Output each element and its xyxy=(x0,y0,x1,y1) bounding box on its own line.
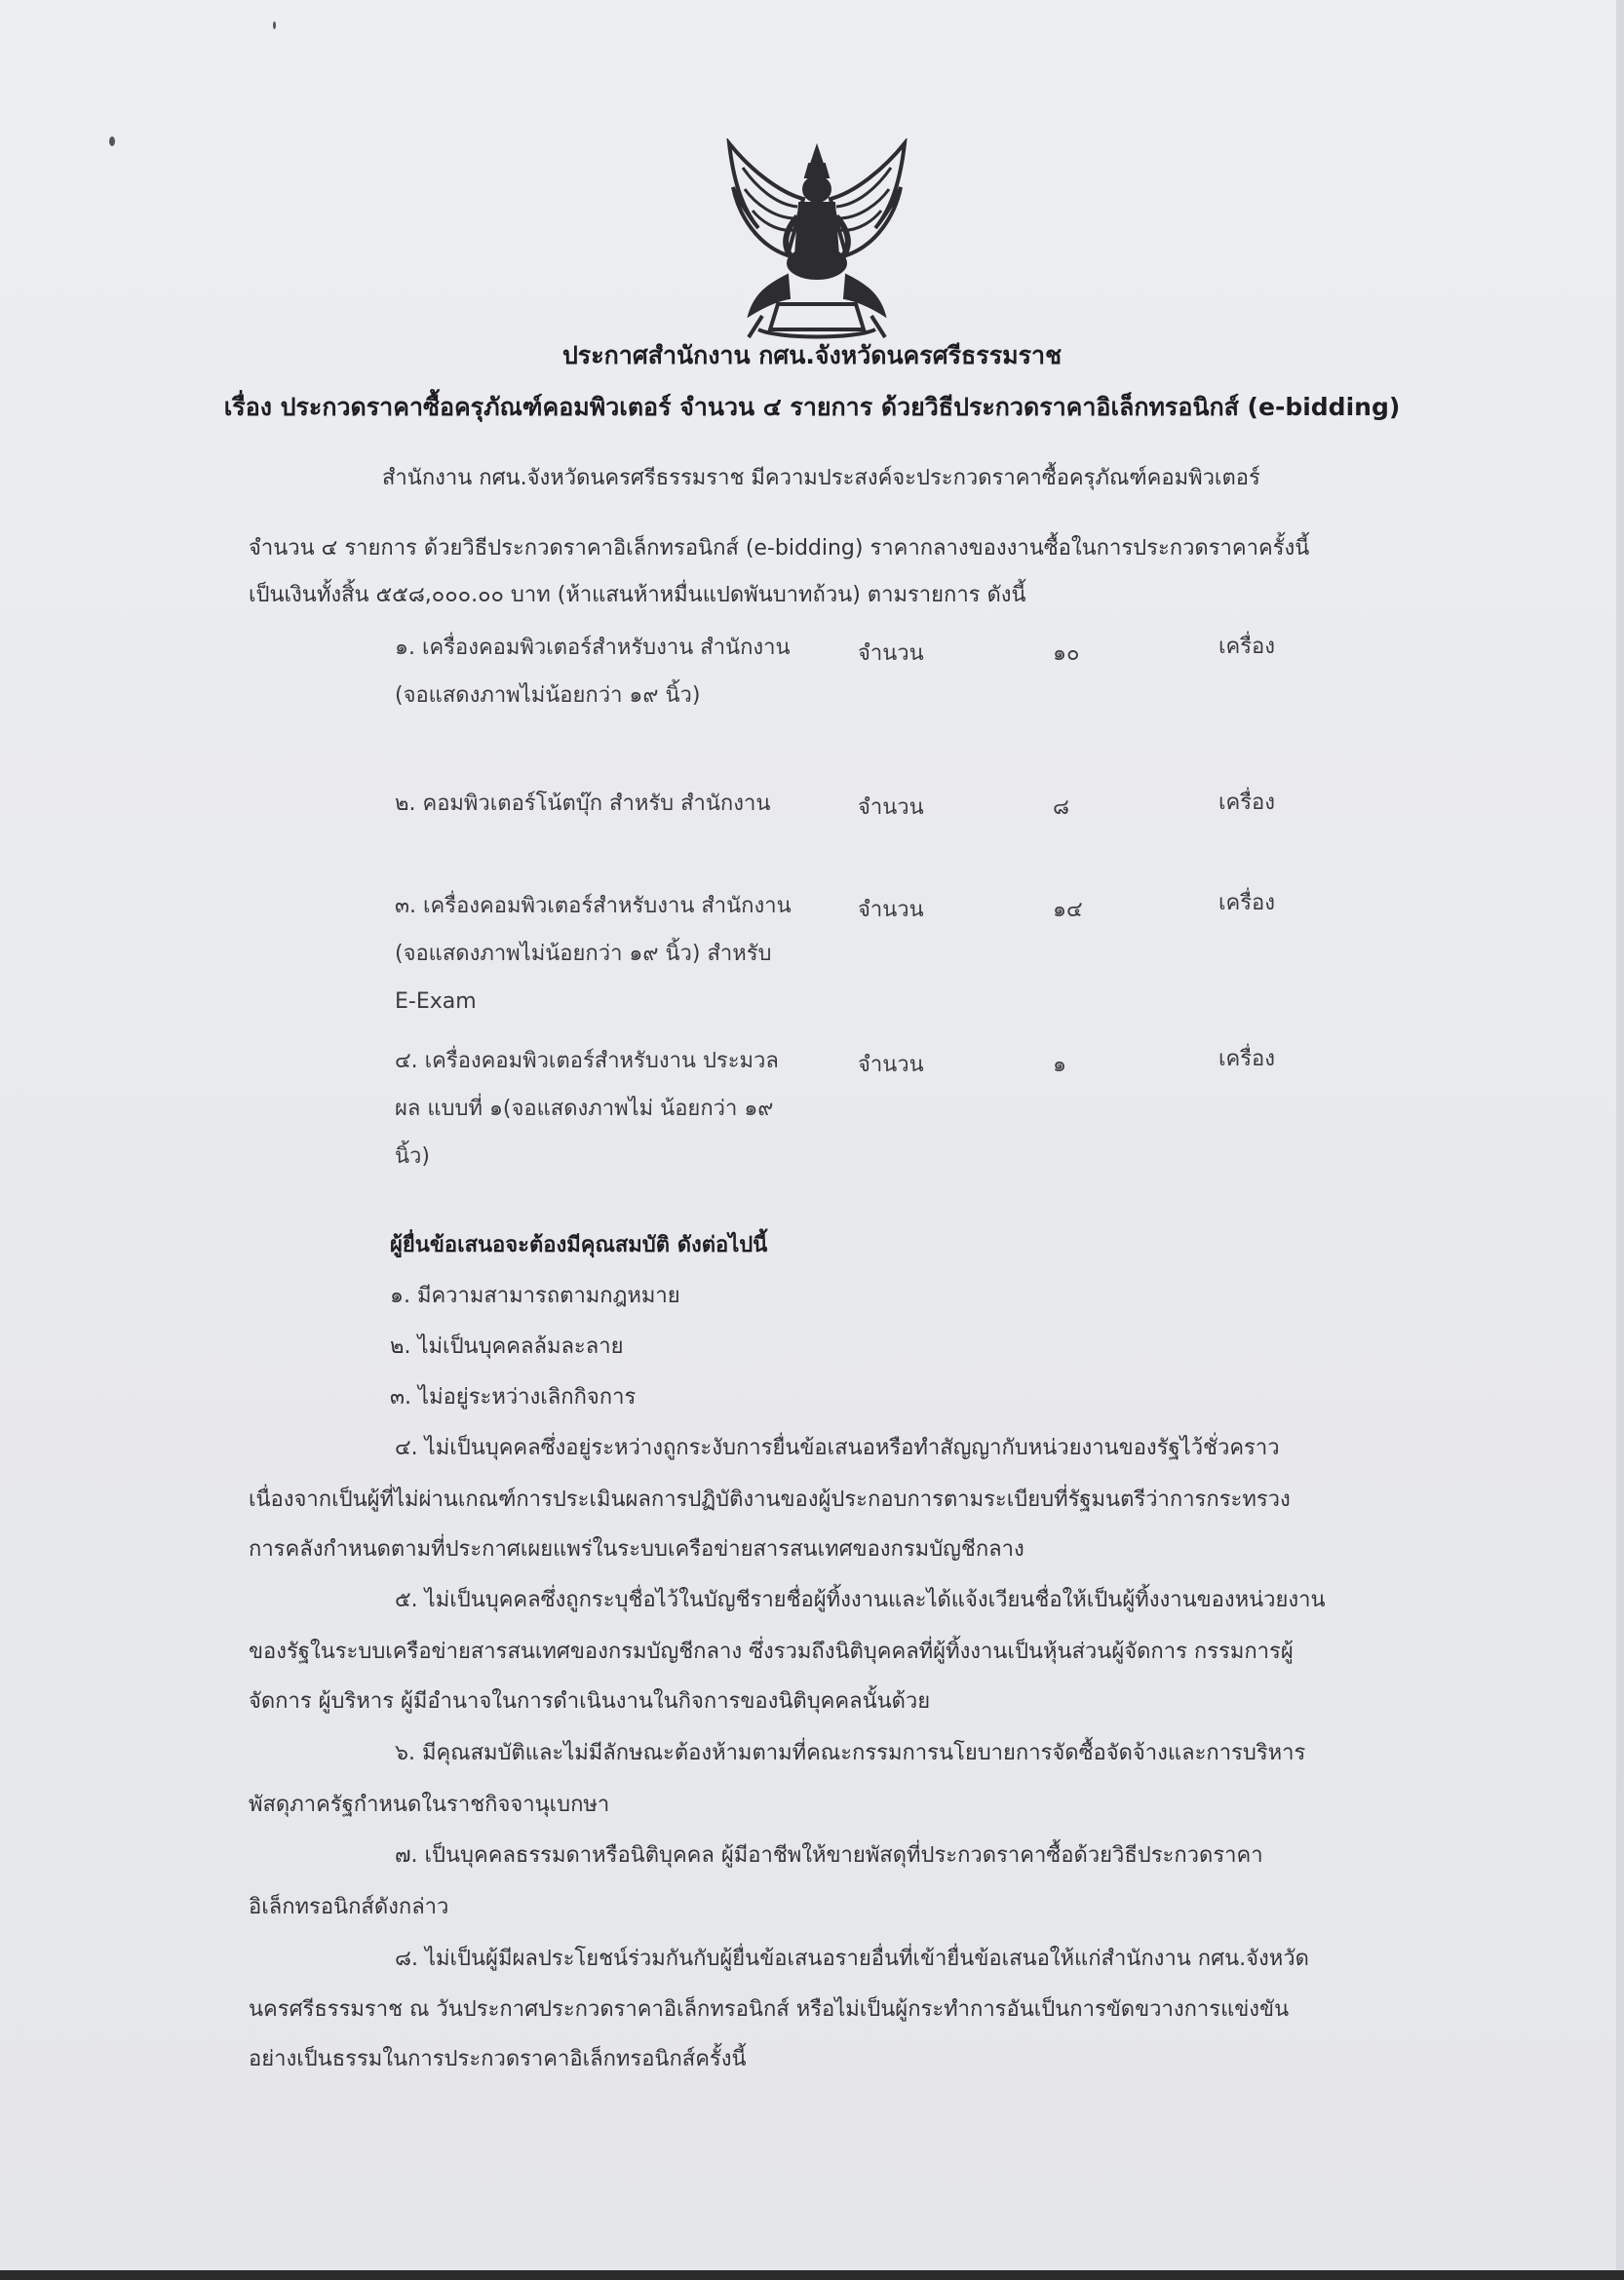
qualification-8-line-3: อย่างเป็นธรรมในการประกวดราคาอิเล็กทรอนิกส์ครั้งนี้ xyxy=(249,2047,747,2071)
item-1-unit: เครื่อง xyxy=(1218,635,1276,659)
qualification-3: ๓. ไม่อยู่ระหว่างเลิกกิจการ xyxy=(390,1385,637,1410)
qualification-5-line-2: ของรัฐในระบบเครือข่ายสารสนเทศของกรมบัญชีกลาง ซึ่งรวมถึงนิติบุคคลที่ผู้ทิ้งงานเป็นหุ้นส่วนผู้จัดการ กรรมการผู้ xyxy=(249,1640,1294,1664)
item-2-name: ๒. คอมพิวเตอร์โน้ตบุ๊ก สำหรับ สำนักงาน xyxy=(395,792,771,816)
item-4-unit: เครื่อง xyxy=(1218,1047,1276,1071)
qualification-5-line-1: ๕. ไม่เป็นบุคคลซึ่งถูกระบุชื่อไว้ในบัญชีรายชื่อผู้ทิ้งงานและได้แจ้งเวียนชื่อให้เป็นผู้ทิ้งงานของหน่วยงาน xyxy=(395,1588,1326,1612)
intro-line-2: จำนวน ๔ รายการ ด้วยวิธีประกวดราคาอิเล็กทรอนิกส์ (e-bidding) ราคากลางของงานซื้อในการประกวดราคาครั้งนี้ xyxy=(249,536,1310,560)
qualification-2: ๒. ไม่เป็นบุคคลล้มละลาย xyxy=(390,1334,624,1359)
item-3-name: ๓. เครื่องคอมพิวเตอร์สำหรับงาน สำนักงาน (จอแสดงภาพไม่น้อยกว่า ๑๙ นิ้ว) สำหรับ E-Exam xyxy=(395,894,792,1014)
item-1-qty: ๑๐ xyxy=(1053,641,1080,666)
garuda-emblem xyxy=(719,138,914,343)
item-4-name: ๔. เครื่องคอมพิวเตอร์สำหรับงาน ประมวลผล แบบที่ ๑(จอแสดงภาพไม่ น้อยกว่า ๑๙ นิ้ว) xyxy=(395,1049,779,1169)
announcement-title: ประกาศสำนักงาน กศน.จังหวัดนครศรีธรรมราช xyxy=(561,341,1063,369)
item-1-qty-label: จำนวน xyxy=(858,641,924,666)
qualification-4-line-1: ๔. ไม่เป็นบุคคลซึ่งอยู่ระหว่างถูกระงับการยื่นข้อเสนอหรือทำสัญญากับหน่วยงานของรัฐไว้ชั่วคราว xyxy=(395,1436,1280,1460)
scan-mark xyxy=(273,21,276,29)
item-3-qty-label: จำนวน xyxy=(858,898,924,922)
qualification-5-line-3: จัดการ ผู้บริหาร ผู้มีอำนาจในการดำเนินงานในกิจการของนิติบุคคลนั้นด้วย xyxy=(249,1689,931,1714)
intro-line-3: เป็นเงินทั้งสิ้น ๕๕๘,๐๐๐.๐๐ บาท (ห้าแสนห้าหมื่นแปดพันบาทถ้วน) ตามรายการ ดังนี้ xyxy=(249,583,1026,607)
intro-line-1: สำนักงาน กศน.จังหวัดนครศรีธรรมราช มีความประสงค์จะประกวดราคาซื้อครุภัณฑ์คอมพิวเตอร์ xyxy=(382,466,1260,490)
announcement-subject: เรื่อง ประกวดราคาซื้อครุภัณฑ์คอมพิวเตอร์ จำนวน ๔ รายการ ด้วยวิธีประกวดราคาอิเล็กทรอนิกส์ (e-bidding) xyxy=(223,393,1401,421)
scan-edge-bottom xyxy=(0,2270,1624,2280)
item-2-qty: ๘ xyxy=(1053,795,1069,820)
qualification-4-line-2: เนื่องจากเป็นผู้ที่ไม่ผ่านเกณฑ์การประเมินผลการปฏิบัติงานของผู้ประกอบการตามระเบียบที่รัฐมนตรีว่าการกระทรวง xyxy=(249,1488,1291,1512)
item-1-name: ๑. เครื่องคอมพิวเตอร์สำหรับงาน สำนักงาน (จอแสดงภาพไม่น้อยกว่า ๑๙ นิ้ว) xyxy=(395,636,791,708)
item-2-unit: เครื่อง xyxy=(1218,791,1276,815)
item-4-qty-label: จำนวน xyxy=(858,1053,924,1077)
qualification-7-line-1: ๗. เป็นบุคคลธรรมดาหรือนิติบุคคล ผู้มีอาชีพให้ขายพัสดุที่ประกวดราคาซื้อด้วยวิธีประกวดราคา xyxy=(395,1843,1263,1868)
qualification-6-line-1: ๖. มีคุณสมบัติและไม่มีลักษณะต้องห้ามตามที่คณะกรรมการนโยบายการจัดซื้อจัดจ้างและการบริหาร xyxy=(395,1741,1306,1765)
qualification-6-line-2: พัสดุภาครัฐกำหนดในราชกิจจานุเบกษา xyxy=(249,1793,610,1817)
item-2-qty-label: จำนวน xyxy=(858,795,924,820)
scan-edge-right xyxy=(1616,0,1624,2280)
qualifications-heading: ผู้ยื่นข้อเสนอจะต้องมีคุณสมบัติ ดังต่อไปนี้ xyxy=(390,1233,768,1257)
qualification-8-line-1: ๘. ไม่เป็นผู้มีผลประโยชน์ร่วมกันกับผู้ยื่นข้อเสนอรายอื่นที่เข้ายื่นข้อเสนอให้แก่สำนักงาน กศน.จังหวัด xyxy=(395,1947,1309,1971)
qualification-7-line-2: อิเล็กทรอนิกส์ดังกล่าว xyxy=(249,1895,449,1919)
item-3-unit: เครื่อง xyxy=(1218,891,1276,915)
item-3-qty: ๑๔ xyxy=(1053,898,1083,922)
qualification-8-line-2: นครศรีธรรมราช ณ วันประกาศประกวดราคาอิเล็กทรอนิกส์ หรือไม่เป็นผู้กระทำการอันเป็นการขัดขวางการแข่งขัน xyxy=(249,1997,1290,2022)
qualification-1: ๑. มีความสามารถตามกฎหมาย xyxy=(390,1284,680,1308)
qualification-4-line-3: การคลังกำหนดตามที่ประกาศเผยแพร่ในระบบเครือข่ายสารสนเทศของกรมบัญชีกลาง xyxy=(249,1537,1025,1562)
scan-mark xyxy=(109,136,115,146)
item-4-qty: ๑ xyxy=(1053,1053,1066,1077)
